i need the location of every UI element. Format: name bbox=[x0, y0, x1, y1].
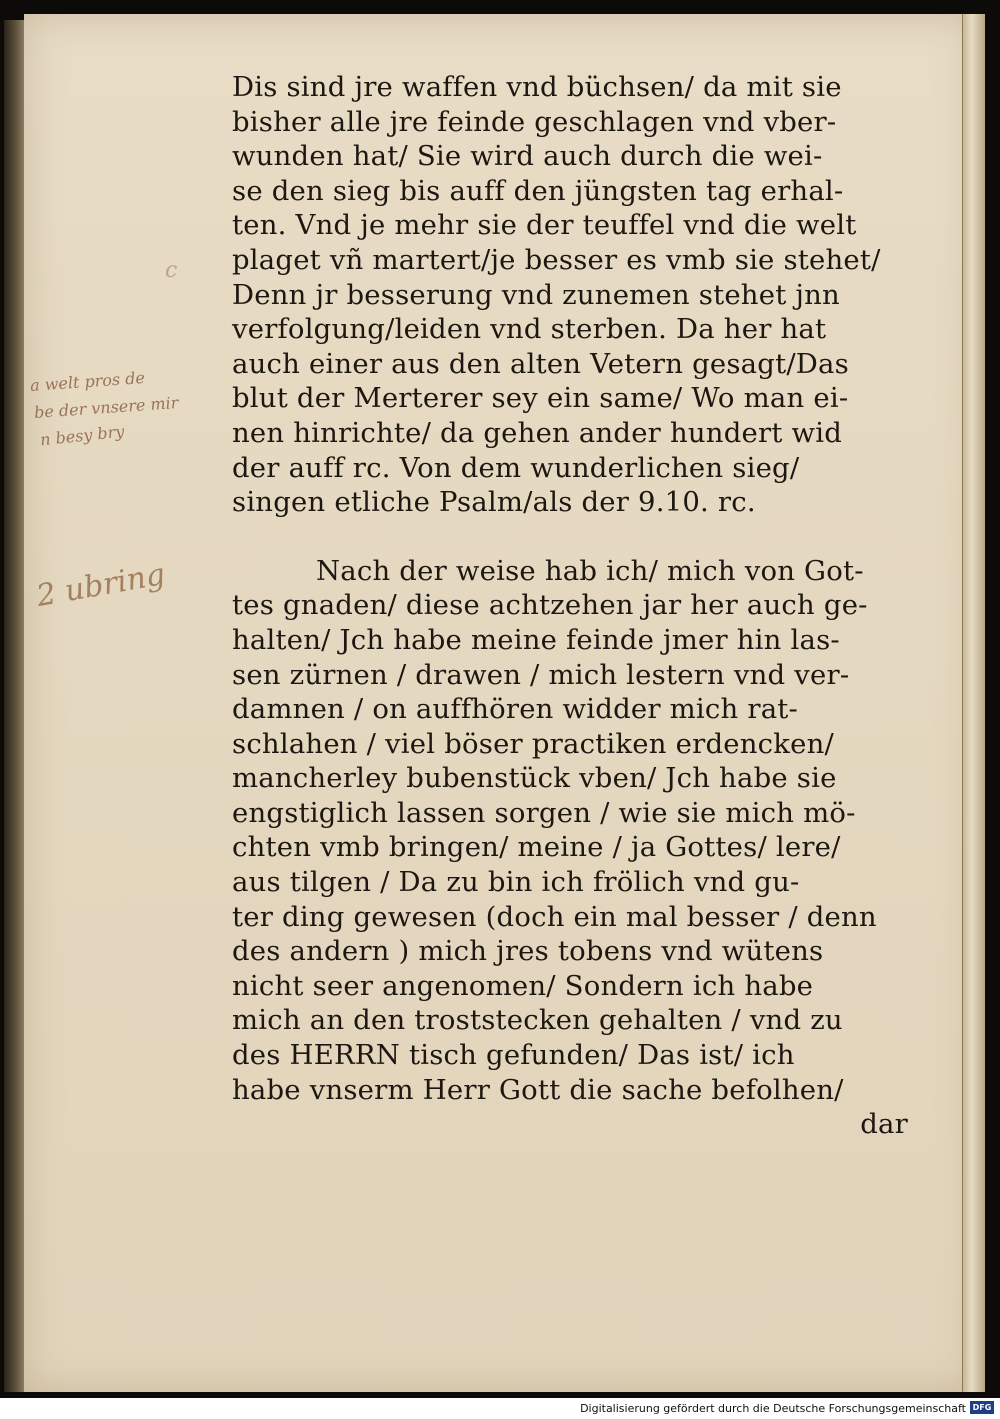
margin-note: a welt pros de bbox=[29, 368, 146, 395]
text-line: auch einer aus den alten Vetern gesagt/Das bbox=[232, 347, 849, 380]
text-line: schlahen / viel böser practiken erdencken/ bbox=[232, 727, 834, 760]
text-line: wunden hat/ Sie wird auch durch die wei- bbox=[232, 140, 823, 173]
text-line: Dis sind jre waffen vnd büchsen/ da mit sie bbox=[232, 71, 842, 103]
margin-note: 2 ubring bbox=[33, 557, 168, 614]
text-line: nen hinrichte/ da gehen ander hundert wid bbox=[232, 416, 843, 449]
text-line: des HERRN tisch gefunden/ Das ist/ ich bbox=[232, 1039, 795, 1072]
book-binding-edge bbox=[4, 20, 24, 1392]
text-line: mancherley bubenstück vben/ Jch habe sie bbox=[232, 762, 837, 795]
text-line: der auff rc. Von dem wunderlichen sieg/ bbox=[232, 451, 800, 484]
footer-bar bbox=[0, 1398, 1000, 1419]
text-line: bisher alle jre feinde geschlagen vnd vber- bbox=[232, 105, 837, 138]
margin-note: n besy bry bbox=[39, 421, 126, 450]
text-line: mich an den troststecken gehalten / vnd zu bbox=[232, 1004, 843, 1037]
text-line: se den sieg bis auff den jüngsten tag erhal- bbox=[232, 174, 844, 207]
text-line: engstiglich lassen sorgen / wie sie mich mö- bbox=[232, 796, 856, 829]
text-line: halten/ Jch habe meine feinde jmer hin las- bbox=[232, 623, 840, 656]
text-line: nicht seer angenomen/ Sondern ich habe bbox=[232, 969, 814, 1002]
margin-note: be der vnsere mir bbox=[33, 392, 179, 423]
page-edge bbox=[962, 14, 985, 1392]
text-line: aus tilgen / Da zu bin ich frölich vnd gu- bbox=[232, 866, 800, 899]
paragraph-2 bbox=[232, 554, 912, 1142]
text-line: damnen / on auffhören widder mich rat- bbox=[232, 693, 799, 726]
catchword: dar bbox=[860, 1108, 908, 1141]
paragraph-1 bbox=[232, 70, 912, 520]
page-text bbox=[232, 70, 912, 1142]
text-line: ten. Vnd je mehr sie der teuffel vnd die welt bbox=[232, 209, 857, 242]
text-line: des andern ) mich jres tobens vnd wütens bbox=[232, 935, 824, 968]
text-line: ter ding gewesen (doch ein mal besser / denn bbox=[232, 900, 877, 933]
funding-credit: Digitalisierung gefördert durch die Deutsche Forschungsgemeinschaft bbox=[580, 1402, 966, 1415]
text-line: Nach der weise hab ich/ mich von Got- bbox=[316, 554, 864, 587]
dfg-logo-icon[interactable]: DFG bbox=[970, 1401, 994, 1414]
text-line: tes gnaden/ diese achtzehen jar her auch ge- bbox=[232, 589, 868, 622]
text-line: habe vnserm Herr Gott die sache befolhen/ bbox=[232, 1073, 844, 1106]
text-line: chten vmb bringen/ meine / ja Gottes/ lere/ bbox=[232, 831, 841, 864]
text-line: Denn jr besserung vnd zunemen stehet jnn bbox=[232, 278, 840, 311]
text-line: plaget vñ martert/je besser es vmb sie stehet/ bbox=[232, 243, 881, 276]
text-line: sen zürnen / drawen / mich lestern vnd ver- bbox=[232, 658, 850, 691]
text-line: blut der Merterer sey ein same/ Wo man ei- bbox=[232, 382, 849, 415]
text-line: singen etliche Psalm/als der 9.10. rc. bbox=[232, 486, 756, 519]
margin-note: c bbox=[165, 258, 178, 283]
text-line: verfolgung/leiden vnd sterben. Da her hat bbox=[232, 313, 827, 346]
